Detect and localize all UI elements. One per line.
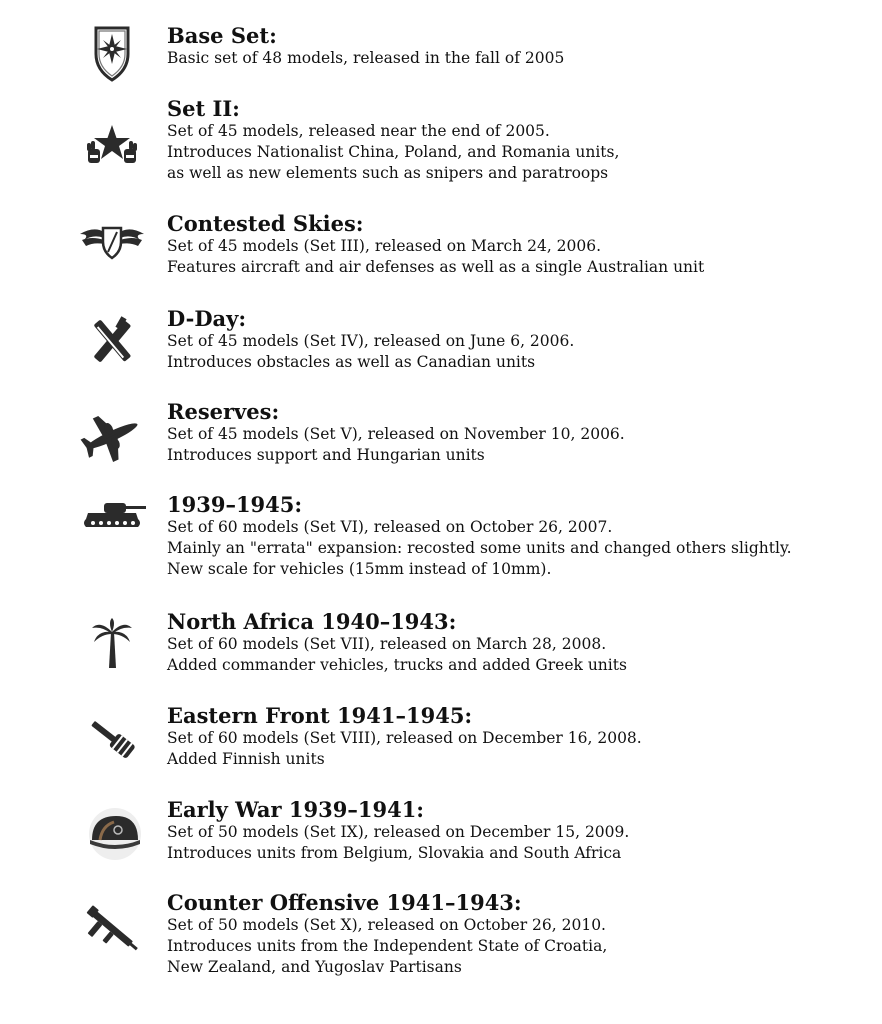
set-text <box>167 493 792 580</box>
set-description-line: Set of 60 models (Set VII), released on March 28, 2008. <box>167 635 607 653</box>
set-description-line: Basic set of 48 models, released in the fall of 2005 <box>167 49 565 67</box>
set-text <box>167 24 564 69</box>
crossed-obstacle-icon <box>78 311 146 371</box>
set-description-line: Introduces support and Hungarian units <box>167 446 485 464</box>
set-description-line: Set of 45 models (Set V), released on November 10, 2006. <box>167 425 625 443</box>
submachine-gun-icon <box>78 899 146 959</box>
set-description-line: Set of 60 models (Set VI), released on October 26, 2007. <box>167 518 613 536</box>
stick-grenade-icon <box>78 708 146 768</box>
set-title: 1939–1945: <box>167 492 303 517</box>
set-text <box>167 891 607 978</box>
set-description-line: Added commander vehicles, trucks and added Greek units <box>167 656 627 674</box>
set-title: Counter Offensive 1941–1943: <box>167 890 522 915</box>
set-text <box>167 212 704 278</box>
set-title: Reserves: <box>167 399 280 424</box>
helmet-icon <box>78 804 146 864</box>
set-description-line: Introduces Nationalist China, Poland, and Romania units, <box>167 143 620 161</box>
set-text <box>167 400 625 466</box>
set-text <box>167 610 627 676</box>
set-description-line: Introduces units from the Independent State of Croatia, <box>167 937 608 955</box>
set-description-line: Features aircraft and air defenses as well as a single Australian unit <box>167 258 705 276</box>
set-title: North Africa 1940–1943: <box>167 609 457 634</box>
star-fists-icon <box>78 117 146 177</box>
set-description-line: Set of 45 models (Set IV), released on June 6, 2006. <box>167 332 575 350</box>
tank-icon <box>78 485 146 545</box>
set-text <box>167 704 642 770</box>
set-description-line: Added Finnish units <box>167 750 325 768</box>
set-text <box>167 307 574 373</box>
set-title: Early War 1939–1941: <box>167 797 425 822</box>
set-description-line: Introduces units from Belgium, Slovakia and South Africa <box>167 844 622 862</box>
set-description-line: Set of 45 models (Set III), released on March 24, 2006. <box>167 237 602 255</box>
set-description-line: as well as new elements such as snipers and paratroops <box>167 164 609 182</box>
winged-shield-icon <box>78 212 146 272</box>
set-text <box>167 798 629 864</box>
jet-plane-icon <box>78 406 146 466</box>
set-description-line: Set of 45 models, released near the end of 2005. <box>167 122 550 140</box>
set-description-line: New Zealand, and Yugoslav Partisans <box>167 958 462 976</box>
set-title: Contested Skies: <box>167 211 364 236</box>
set-description-line: New scale for vehicles (15mm instead of 10mm). <box>167 560 552 578</box>
set-description-line: Introduces obstacles as well as Canadian units <box>167 353 536 371</box>
palm-tree-icon <box>78 612 146 672</box>
set-text <box>167 97 619 184</box>
set-title: Base Set: <box>167 23 277 48</box>
set-description-line: Set of 60 models (Set VIII), released on December 16, 2008. <box>167 729 642 747</box>
compass-star-shield-icon <box>78 24 146 84</box>
set-description-line: Set of 50 models (Set X), released on October 26, 2010. <box>167 916 606 934</box>
set-title: Set II: <box>167 96 240 121</box>
set-description-line: Mainly an "errata" expansion: recosted some units and changed others slightly. <box>167 539 792 557</box>
set-title: D-Day: <box>167 306 247 331</box>
set-title: Eastern Front 1941–1945: <box>167 703 473 728</box>
set-description-line: Set of 50 models (Set IX), released on December 15, 2009. <box>167 823 630 841</box>
